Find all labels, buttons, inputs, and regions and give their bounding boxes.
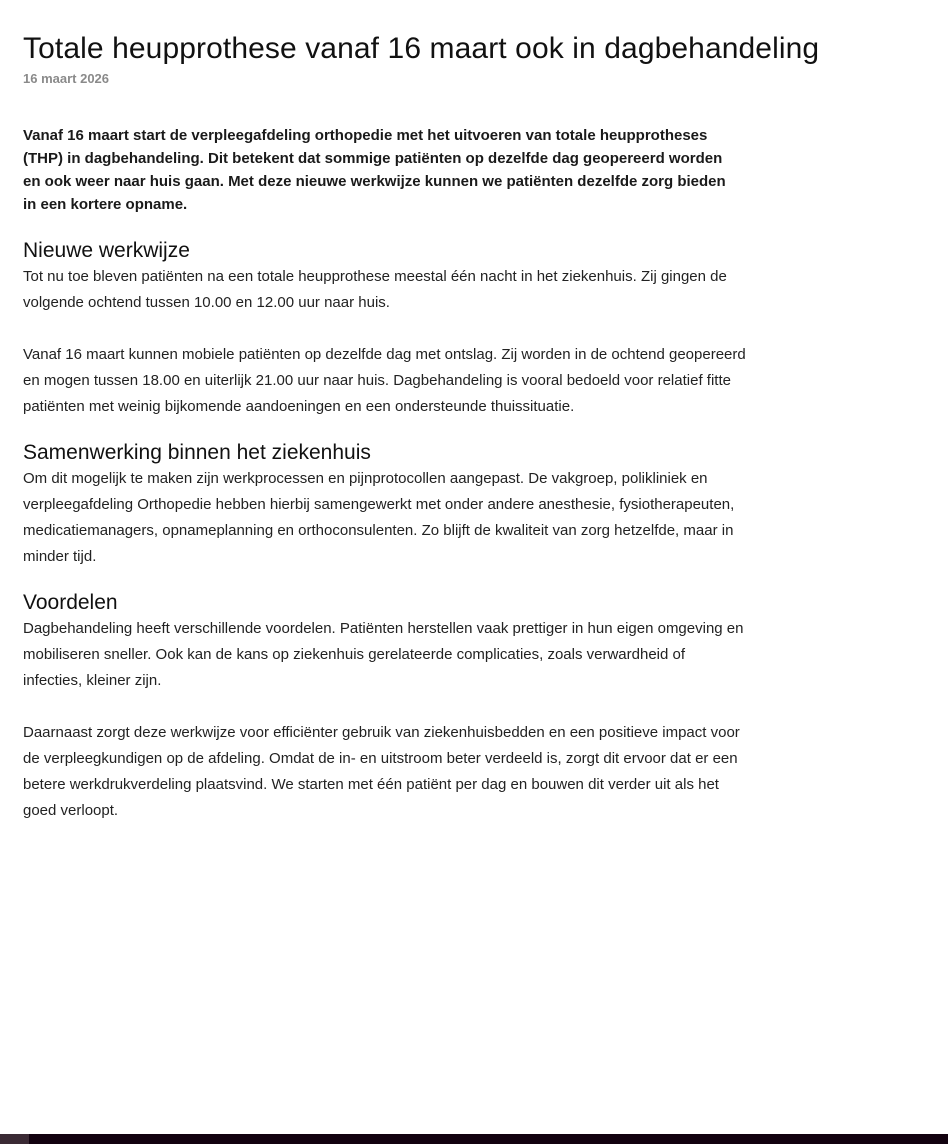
paragraph: Dagbehandeling heeft verschillende voordelen. Patiënten herstellen vaak prettiger in hun eigen omgeving en mobiliseren sneller. Ook kan de kans op ziekenhuis gerelateerde complicaties, zoals verwardheid of infecties, kleiner zijn. <box>23 620 744 689</box>
article-lead: Vanaf 16 maart start de verpleegafdeling orthopedie met het uitvoeren van totale heupprotheses (THP) in dagbehandeling. Dit betekent dat sommige patiënten op dezelfde dag geopereerd worden en ook weer naar huis gaan. Met deze nieuwe werkwijze kunnen we patiënten dezelfde zorg bieden in een kortere opname. <box>23 127 726 213</box>
paragraph: Tot nu toe bleven patiënten na een totale heupprothese meestal één nacht in het ziekenhuis. Zij gingen de volgende ochtend tussen 10.00 en 12.00 uur naar huis. <box>23 268 727 311</box>
section-voordelen <box>23 590 933 824</box>
footer-left-block <box>0 1134 29 1144</box>
section-heading: Samenwerking binnen het ziekenhuis <box>23 441 371 464</box>
section-samenwerking <box>23 440 933 570</box>
footer-bar <box>0 1134 948 1144</box>
article-title: Totale heupprothese vanaf 16 maart ook in dagbehandeling <box>23 32 820 65</box>
paragraph: Om dit mogelijk te maken zijn werkprocessen en pijnprotocollen aangepast. De vakgroep, polikliniek en verpleegafdeling Orthopedie hebben hierbij samengewerkt met onder andere anesthesie, fysiotherapeuten, medicatiemanagers, opnameplanning en orthoconsulenten. Zo blijft de kwaliteit van zorg hetzelfde, maar in minder tijd. <box>23 470 735 565</box>
paragraph: Vanaf 16 maart kunnen mobiele patiënten op dezelfde dag met ontslag. Zij worden in de ochtend geopereerd en mogen tussen 18.00 en uiterlijk 21.00 uur naar huis. Dagbehandeling is vooral bedoeld voor relatief fitte patiënten met weinig bijkomende aandoeningen en een ondersteunde thuissituatie. <box>23 346 746 415</box>
section-nieuwe-werkwijze <box>23 238 933 420</box>
section-heading: Voordelen <box>23 591 118 614</box>
article <box>23 0 933 824</box>
paragraph: Daarnaast zorgt deze werkwijze voor efficiënter gebruik van ziekenhuisbedden en een positieve impact voor de verpleegkundigen op de afdeling. Omdat de in- en uitstroom beter verdeeld is, zorgt dit ervoor dat er een betere werkdrukverdeling plaatsvind. We starten met één patiënt per dag en bouwen dit verder uit als het goed verloopt. <box>23 724 740 819</box>
article-date: 16 maart 2026 <box>23 71 110 86</box>
section-heading: Nieuwe werkwijze <box>23 239 190 262</box>
